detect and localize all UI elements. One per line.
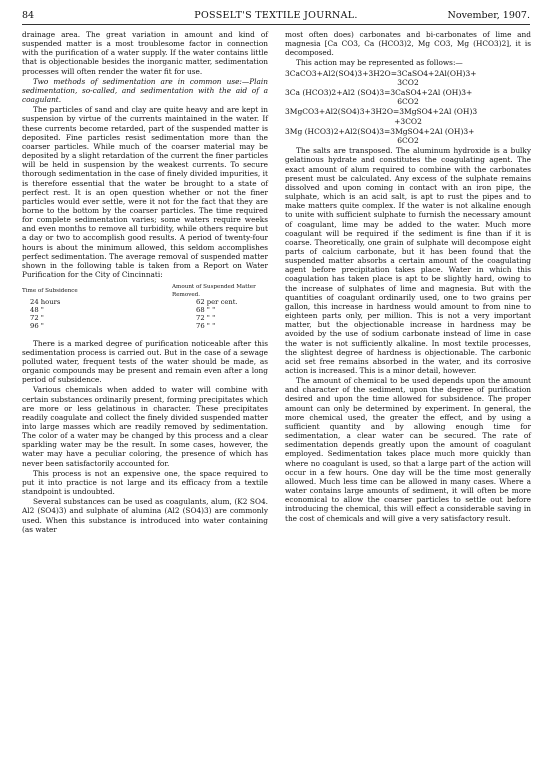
table-cell: 68 " ": [196, 306, 216, 315]
paragraph: Two methods of sedimentation are in common use:—Plain sedimentation, so-called, and sedimentation with the aid of a coagulant.: [22, 76, 268, 105]
equation-line: 3Mg (HCO3)2+Al2(SO4)3=3MgSO4+2Al (OH)3+: [285, 126, 475, 136]
table-header: Amount of Suspended Matter Removed.: [172, 284, 256, 298]
paragraph: Various chemicals when added to water will combine with certain substances ordinarily present, forming precipitates which are more or less gelatinous in character. These precipitates readily coagulate and collect the finely divided suspended matter into large masses which are readily removed by sedimentation. The color of a water may be changed by this process and a clear sparkling water may be the result. In some cases, however, the water may have a peculiar coloring, the presence of which has never been satisfactorily accounted for.: [22, 385, 268, 468]
paragraph: The salts are transposed. The aluminum hydroxide is a bulky gelatinous hydrate and constitutes the coagulating agent. The exact amount of alum required to combine with the carbonates present must be calculated. Any excess of the sulphate remains dissolved and upon coming in contact with an iron pipe, the sulphate, which is an acid salt, is apt to rust the pipes and to make matters quite complex. If the water is not alkaline enough to unite with sufficient sulphate to furnish the necessary amount of coagulant, lime may be added to the water. Much more coagulant will be required if the sediment is fine than if it is coarse. Theoretically, one grain of sulphate will decompose eight parts of calcium carbonate, but it has been found that the suspended matter absorbs a certain amount of the coagulating agent before precipitation takes place. Water in which this coagulation has taken place is apt to be slightly hard, owing to the increase of sulphates of lime and magnesia. But with the quantities of coagulant ordinarily used, one to two grains per gallon, this increase in hardness would amount to from nine to eighteen parts only, per million. This is not a very important matter, but the objectionable increase in hardness may be avoided by the use of sodium carbonate instead of lime in case the water is not sufficiently alkaline. In most textile processes, the slightest degree of hardness is objectionable. The carbonic acid set free remains absorbed in the water, and its corrosive action is increased. This is a minor detail, however.: [285, 146, 531, 375]
table-header: Time of Subsidence: [22, 288, 78, 295]
table-cell: 24 hours: [30, 298, 61, 307]
right-column: [285, 30, 531, 524]
equation-line: 3CaCO3+Al2(SO4)3+3H2O=3CaSO4+2Al(OH)3+: [285, 68, 477, 78]
equation-line: +3CO2: [394, 116, 422, 126]
table-row: [22, 307, 268, 315]
equation-line: 3Ca (HCO3)2+Al2 (SO4)3=3CaSO4+2Al (OH)3+: [285, 88, 473, 98]
table-row: [22, 315, 268, 323]
left-column: [22, 30, 268, 535]
paragraph: This process is not an expensive one, the space required to put it into practice is not large and its efficacy from a textile standpoint is undoubted.: [22, 468, 268, 497]
paragraph: This action may be represented as follows:—: [296, 58, 463, 68]
chemical-equation: [285, 127, 531, 145]
chemical-equation: [285, 69, 531, 87]
equation-line: 6CO2: [397, 136, 419, 146]
table-cell: 72 " ": [196, 314, 216, 322]
issue-date: November, 1907.: [447, 10, 530, 21]
chemical-equation: [285, 107, 531, 125]
header-rule: [22, 24, 530, 25]
journal-title: POSSELT'S TEXTILE JOURNAL.: [194, 10, 358, 21]
table-cell: 72 ": [30, 314, 44, 322]
sedimentation-table: [22, 284, 268, 330]
paragraph: most often does) carbonates and bi-carbonates of lime and magnesia [Ca CO3, Ca (HCO3)2, Mg CO3, Mg (HCO3)2], it is decomposed.: [285, 30, 531, 58]
paragraph: The amount of chemical to be used depends upon the amount and character of the sediment, upon the degree of purification desired and upon the time allowed for subsidence. The proper amount can only be determined by experiment. In general, the more chemical used, the greater the effect, and by using a sufficient quantity and by allowing enough time for sedimentation, a clear water can be secured. The rate of sedimentation depends greatly upon the amount of coagulant employed. Sedimentation takes place much more quickly than where no coagulant is used, so that a large part of the action will occur in a few hours. One day will be the time most generally allowed. Much less time can be allowed in many cases. Where a water contains large amounts of sediment, it will often be more economical to allow the coarser particles to settle out before introducing the chemical, this will effect a considerable saving in the cost of chemicals and will give a very satisfactory result.: [285, 376, 531, 523]
paragraph: The particles of sand and clay are quite heavy and are kept in suspension by virtue of the currents maintained in the water. If these currents become retarded, part of the suspended matter is deposited. Fine particles resist sedimentation more than the coarser particles. While much of the coarser material may be deposited by a slight retardation of the current the finer particles will be held in suspension by the weakest currents. To secure thorough sedimentation in the case of finely divided impurities, it is therefore essential that the water be brought to a state of perfect rest. It is an open question whether or not the finer particles would ever settle, were it not for the fact that they are borne to the bottom by the coarser particles. The time required for complete sedimentation varies; some waters require weeks and even months to remove all turbidity, while others require but a day or two to accomplish good results. A period of twenty-four hours is about the minimum allowed, this seldom accomplishes perfect sedimentation. The average removal of suspended matter shown in the following table is taken from a Report on Water Purification for the City of Cincinnati:: [22, 105, 268, 280]
paragraph: Several substances can be used as coagulants, alum, (K2 SO4. Al2 (SO4)3) and sulphate of alumina (Al2 (SO4)3) are commonly used. When this substance is introduced into water containing (as water: [22, 497, 268, 534]
equation-line: 3MgCO3+Al2(SO4)3+3H2O=3MgSO4+2Al (OH)3: [285, 107, 478, 117]
paragraph: There is a marked degree of purification noticeable after this sedimentation process is carried out. But in the case of a sewage polluted water, frequent tests of the water should be made, as organic compounds may be present and remain even after a long period of subsidence.: [22, 338, 268, 385]
table-cell: 96 ": [30, 321, 44, 330]
table-row: [22, 323, 268, 331]
equation-line: 3CO2: [397, 77, 419, 87]
equation-line: 6CO2: [397, 97, 419, 107]
table-cell: 76 " ": [196, 321, 216, 330]
table-cell: 62 per cent.: [196, 298, 238, 307]
table-row: [22, 299, 268, 307]
chemical-equation: [285, 88, 531, 106]
table-cell: 48 ": [30, 306, 44, 315]
paragraph: drainage area. The great variation in amount and kind of suspended matter is a most troublesome factor in connection with the purification of a water supply. If the water contains little that is objectionable besides the inorganic matter, sedimentation processes will often render the water fit for use.: [22, 30, 268, 76]
page-number: 84: [22, 10, 35, 21]
